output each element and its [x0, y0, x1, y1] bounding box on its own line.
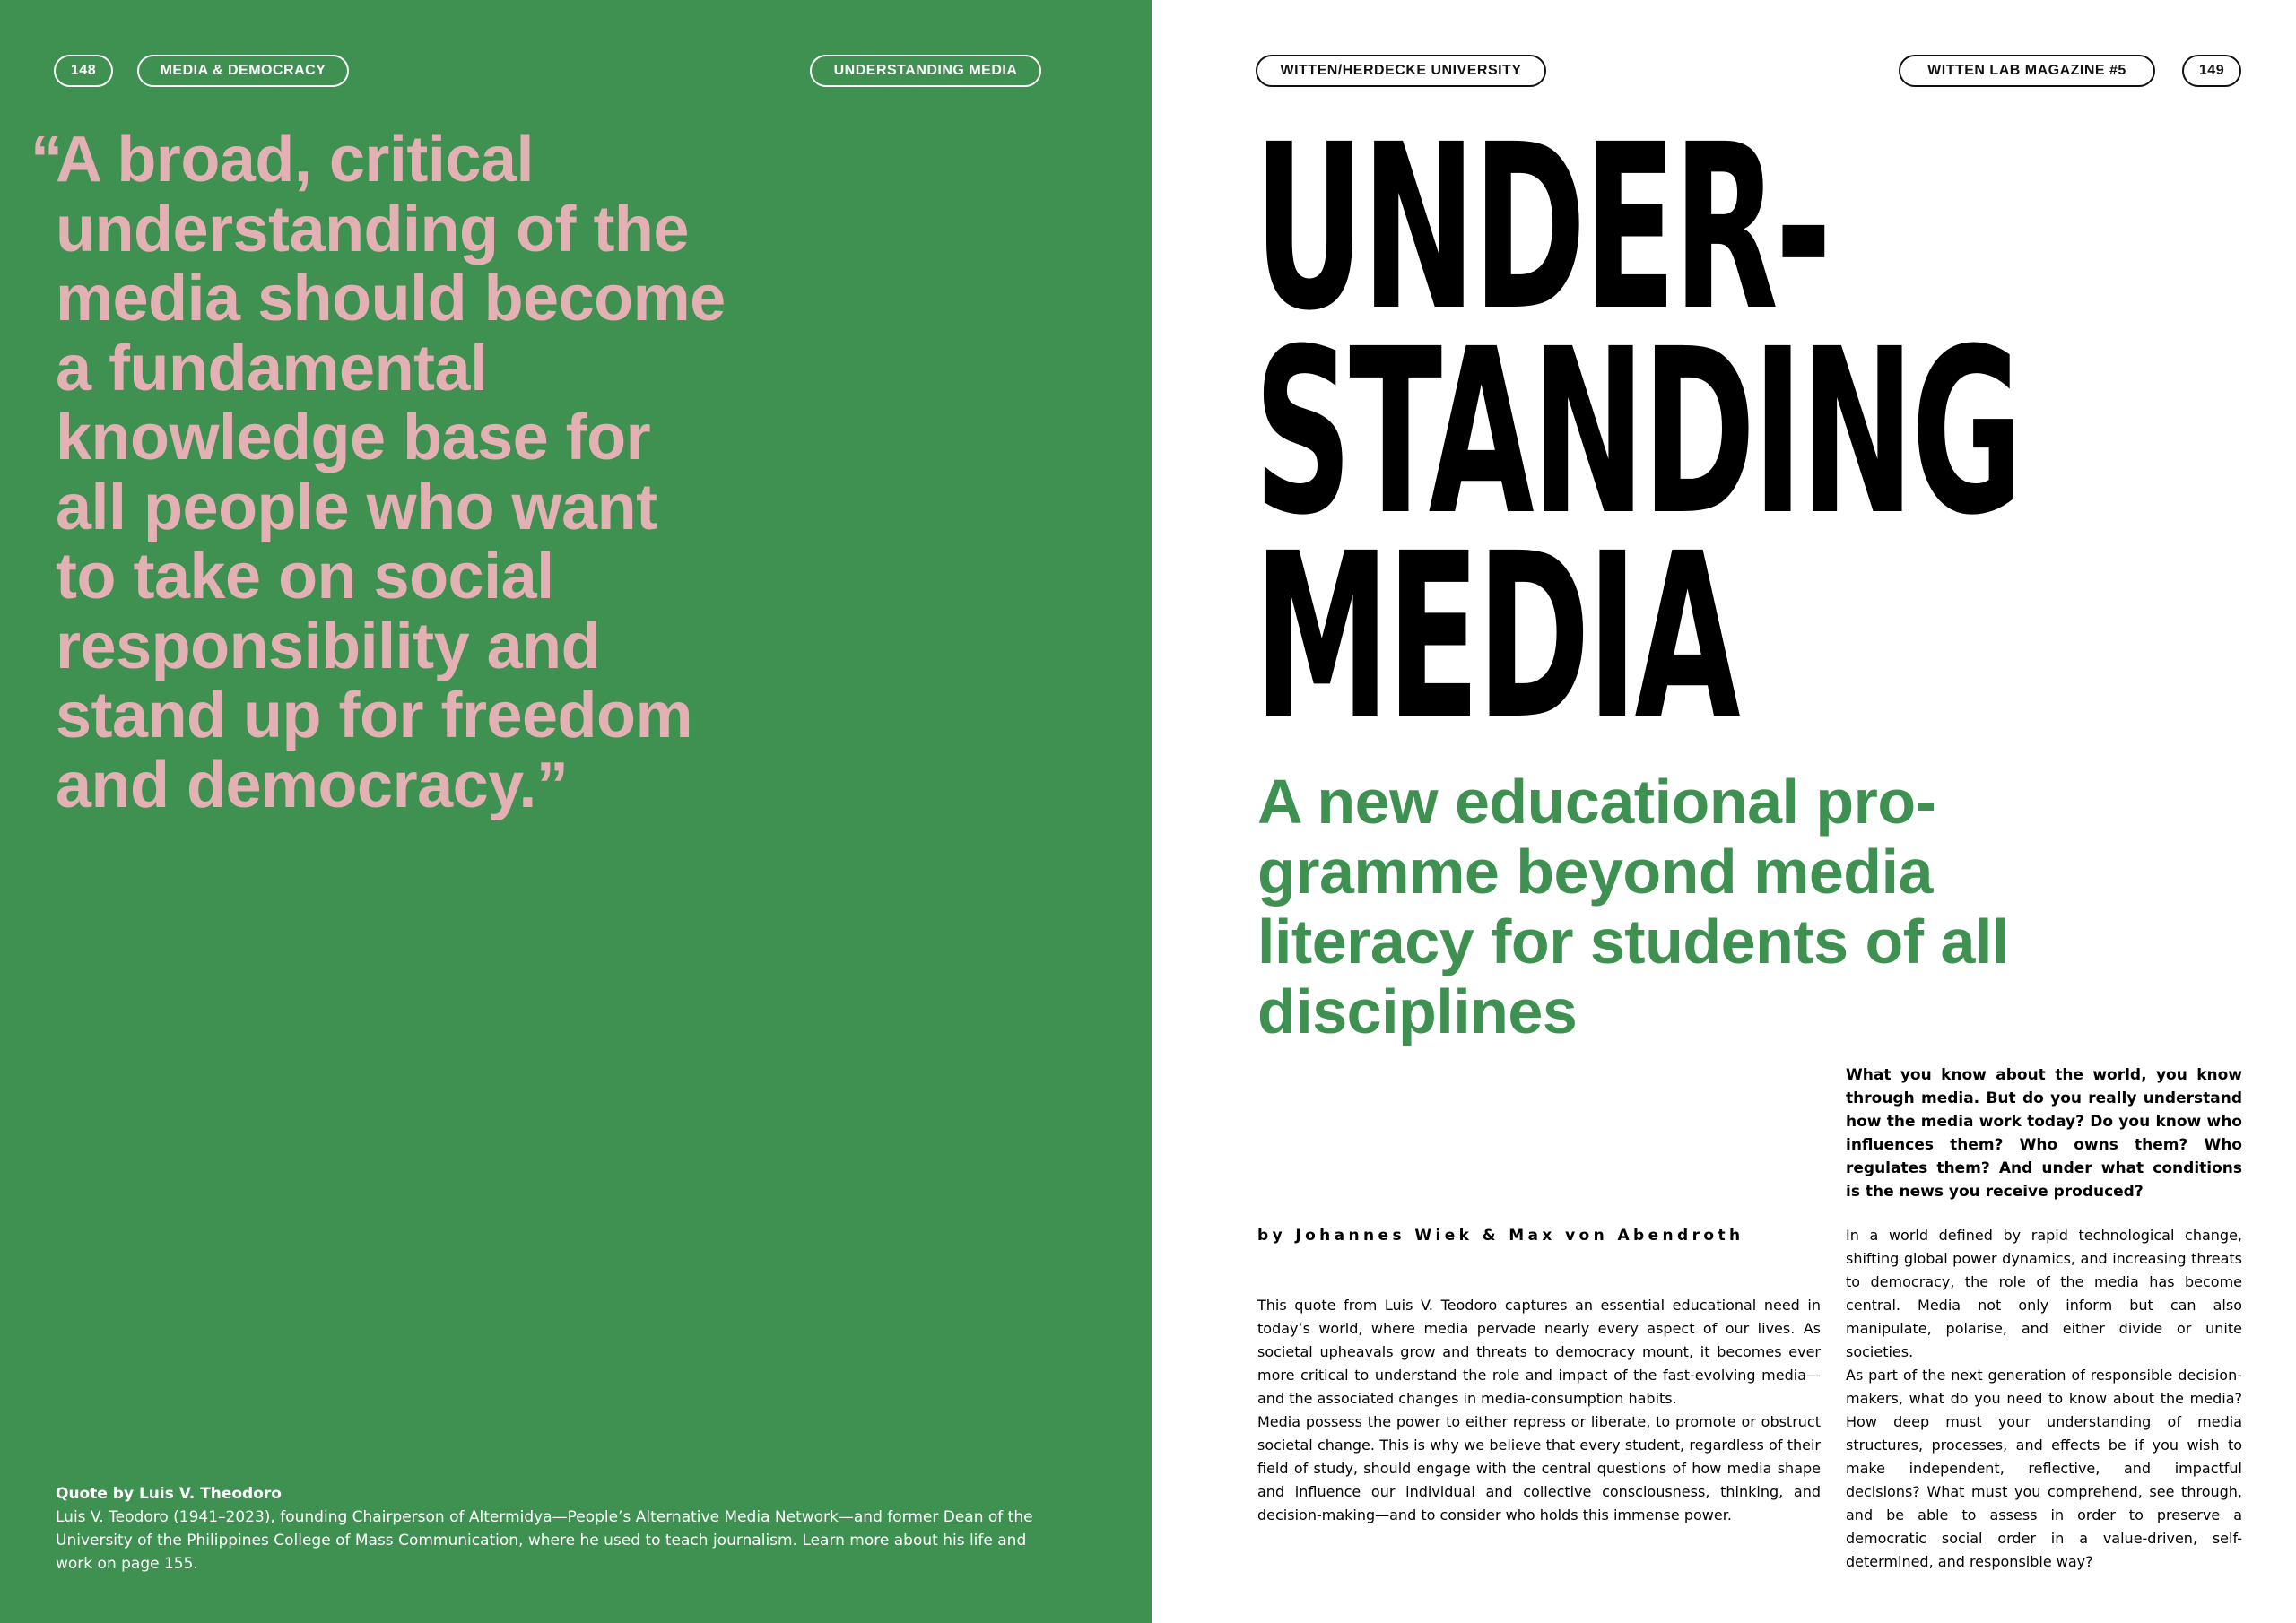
caption-title: Quote by Luis V. Theodoro: [56, 1485, 282, 1503]
body-column-2: [1846, 1224, 2242, 1574]
pull-quote: [30, 124, 952, 821]
body-paragraph: In a world defined by rapid technological change, shifting global power dynamics, and increasing threats to democracy, the role of the media has become central. Media not only inform but can also manipulate, polarise, and either divide or unite societies.: [1846, 1227, 2242, 1360]
body-paragraph: As part of the next generation of responsible decision-makers, what do you need to know about the media? How deep must your understanding of media structures, processes, and effects be if you wish to make independent, reflective, and impactful decisions? What must you comprehend, see through, and be able to assess in order to preserve a democratic social order in a value-driven, self-determined, and responsible way?: [1846, 1367, 2242, 1570]
body-column-1: [1257, 1294, 1821, 1527]
quote-line: stand up for freedom: [56, 680, 693, 751]
lead-paragraph: What you know about the world, you know through media. But do you really understand how the media work today? Do you know who influences them? Who owns them? Who regulates them? And under what conditions is the news you receive produced?: [1846, 1066, 2242, 1201]
university-label: WITTEN/HERDECKE UNIVERSITY: [1256, 55, 1546, 87]
quote-caption: [56, 1482, 1060, 1575]
quote-line: responsibility and: [56, 610, 601, 682]
topic-label: UNDERSTANDING MEDIA: [810, 55, 1041, 87]
article-subtitle: A new educational pro-gramme beyond media literacy for students of all disciplines: [1257, 767, 2009, 1046]
page-number-right: 149: [2182, 55, 2241, 87]
quote-line: understanding of the: [56, 193, 689, 265]
body-paragraph: Media possess the power to either repress or liberate, to promote or obstruct societal change. This is why we believe that every student, regardless of their field of study, should engage with the central questions of how media shape and influence our individual and collective consciousness, thinking, and decision-making—and to consider who holds this immense power.: [1257, 1413, 1821, 1523]
quote-line: A broad, critical: [56, 124, 534, 195]
quote-line: a fundamental: [56, 332, 488, 404]
title-line: UNDER-: [1254, 95, 1829, 360]
body-paragraph: This quote from Luis V. Teodoro captures an essential educational need in today’s world, where media pervade nearly every aspect of our lives. As societal upheavals grow and threats to democracy mount, it becomes ever more critical to understand the role and impact of the fast-evolving media—and the associated changes in media-consumption habits.: [1257, 1297, 1821, 1407]
magazine-label: WITTEN LAB MAGAZINE #5: [1899, 55, 2155, 87]
quote-line: to take on social: [56, 541, 554, 612]
article-title: [1254, 95, 2021, 769]
quote-open-mark: “: [30, 124, 63, 195]
quote-line: all people who want: [56, 471, 657, 543]
caption-text: Luis V. Teodoro (1941–2023), founding Chairperson of Altermidya—People’s Alternative Media Network—and former Dean of the University of the Philippines College of Mass Communication, where he used to teach journalism. Learn more about his life and work on page 155.: [56, 1508, 1033, 1573]
quote-line: media should become: [56, 263, 726, 334]
byline: by Johannes Wiek & Max von Abendroth: [1257, 1227, 1744, 1245]
page-number-left: 148: [54, 55, 113, 87]
section-label: MEDIA & DEMOCRACY: [137, 55, 349, 87]
quote-line: and democracy.”: [56, 749, 569, 821]
title-line: MEDIA: [1254, 504, 1737, 769]
quote-line: knowledge base for: [56, 402, 651, 473]
title-line: STANDING: [1254, 299, 2021, 565]
